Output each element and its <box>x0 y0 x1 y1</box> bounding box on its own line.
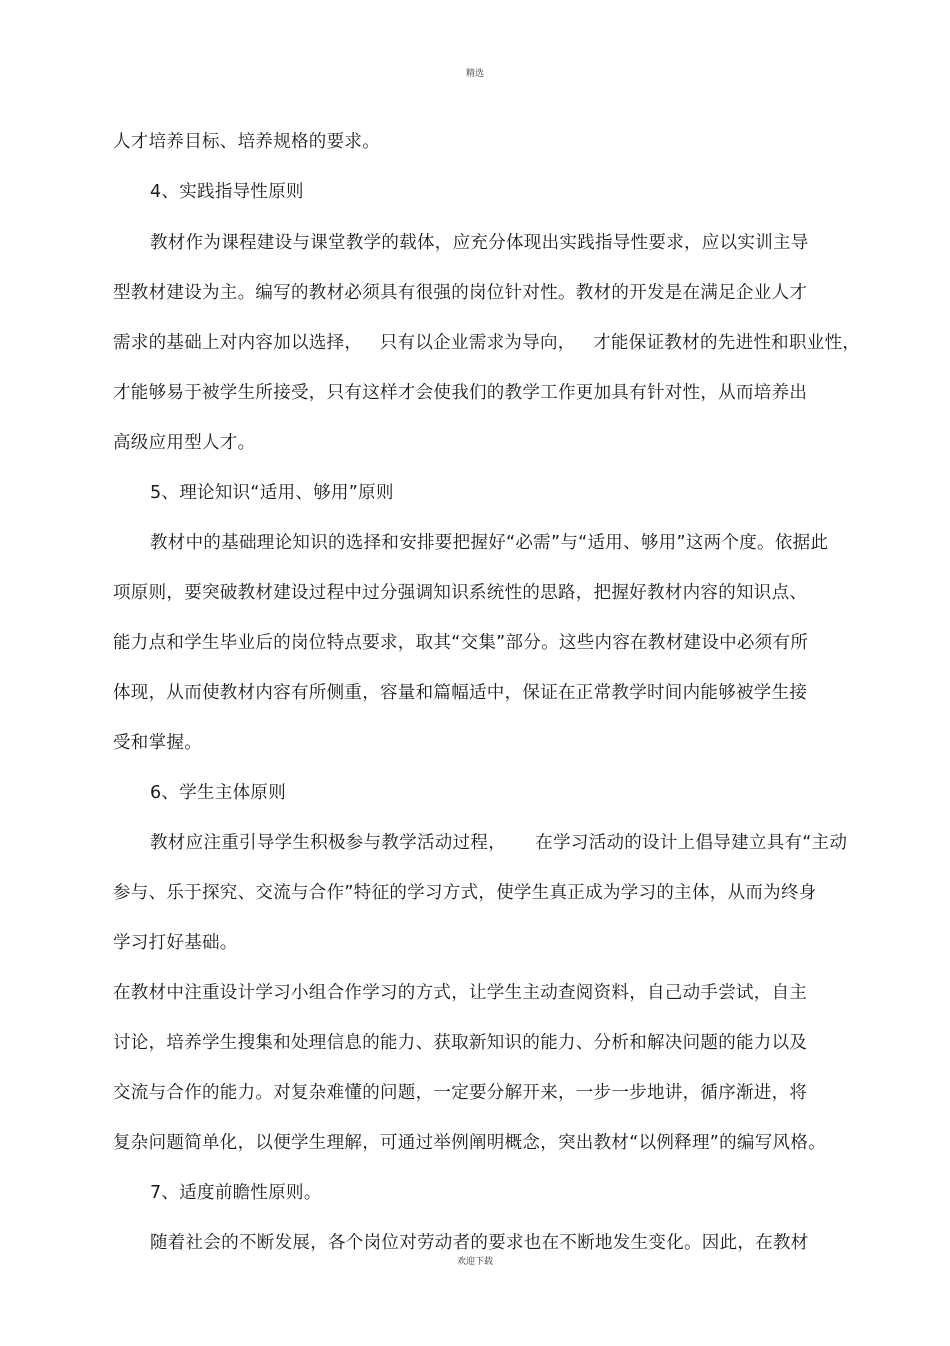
body-line: 能力点和学生毕业后的岗位特点要求，取其“交集”部分。这些内容在教材建设中必须有所 <box>113 633 809 653</box>
body-line: 才能够易于被学生所接受，只有这样才会使我们的教学工作更加具有针对性，从而培养出 <box>113 383 808 403</box>
body-line: 体现，从而使教材内容有所侧重，容量和篇幅适中，保证在正常教学时间内能够被学生接 <box>113 683 808 703</box>
body-line: 在教材中注重设计学习小组合作学习的方式，让学生主动查阅资料，自己动手尝试，自主 <box>113 983 808 1003</box>
body-line: 学习打好基础。 <box>113 933 238 953</box>
body-line: 教材中的基础理论知识的选择和安排要把握好“必需”与“适用、够用”这两个度。依据此 <box>150 533 829 553</box>
body-line: 高级应用型人才。 <box>113 433 256 453</box>
body-line: 随着社会的不断发展，各个岗位对劳动者的要求也在不断地发生变化。因此，在教材 <box>150 1233 809 1253</box>
body-line: 复杂问题简单化，以便学生理解，可通过举例阐明概念，突出教材“以例释理”的编写风格。 <box>113 1133 826 1153</box>
body-line: 参与、乐于探究、交流与合作”特征的学习方式，使学生真正成为学习的主体，从而为终身 <box>113 883 817 903</box>
section-heading: 5、理论知识“适用、够用”原则 <box>150 483 394 503</box>
body-line: 人才培养目标、培养规格的要求。 <box>113 132 380 152</box>
body-line: 型教材建设为主。编写的教材必须具有很强的岗位针对性。教材的开发是在满足企业人才 <box>113 283 808 303</box>
body-line: 教材应注重引导学生积极参与教学活动过程， 在学习活动的设计上倡导建立具有“主动 <box>150 833 848 853</box>
body-line: 项原则，要突破教材建设过程中过分强调知识系统性的思路，把握好教材内容的知识点、 <box>113 583 808 603</box>
page-footer: 欢迎下载 <box>456 1257 493 1267</box>
body-line: 教材作为课程建设与课堂教学的载体，应充分体现出实践指导性要求，应以实训主导 <box>150 233 809 253</box>
body-line: 受和掌握。 <box>113 733 202 753</box>
body-line: 交流与合作的能力。对复杂难懂的问题，一定要分解开来，一步一步地讲，循序渐进，将 <box>113 1083 808 1103</box>
section-heading: 7、适度前瞻性原则。 <box>150 1183 322 1203</box>
page-header: 精选 <box>465 69 484 79</box>
section-heading: 6、学生主体原则 <box>150 783 287 803</box>
section-heading: 4、实践指导性原则 <box>150 182 304 202</box>
body-line: 讨论，培养学生搜集和处理信息的能力、获取新知识的能力、分析和解决问题的能力以及 <box>113 1033 808 1053</box>
body-line: 需求的基础上对内容加以选择， 只有以企业需求为导向， 才能保证教材的先进性和职业性， <box>113 333 861 353</box>
